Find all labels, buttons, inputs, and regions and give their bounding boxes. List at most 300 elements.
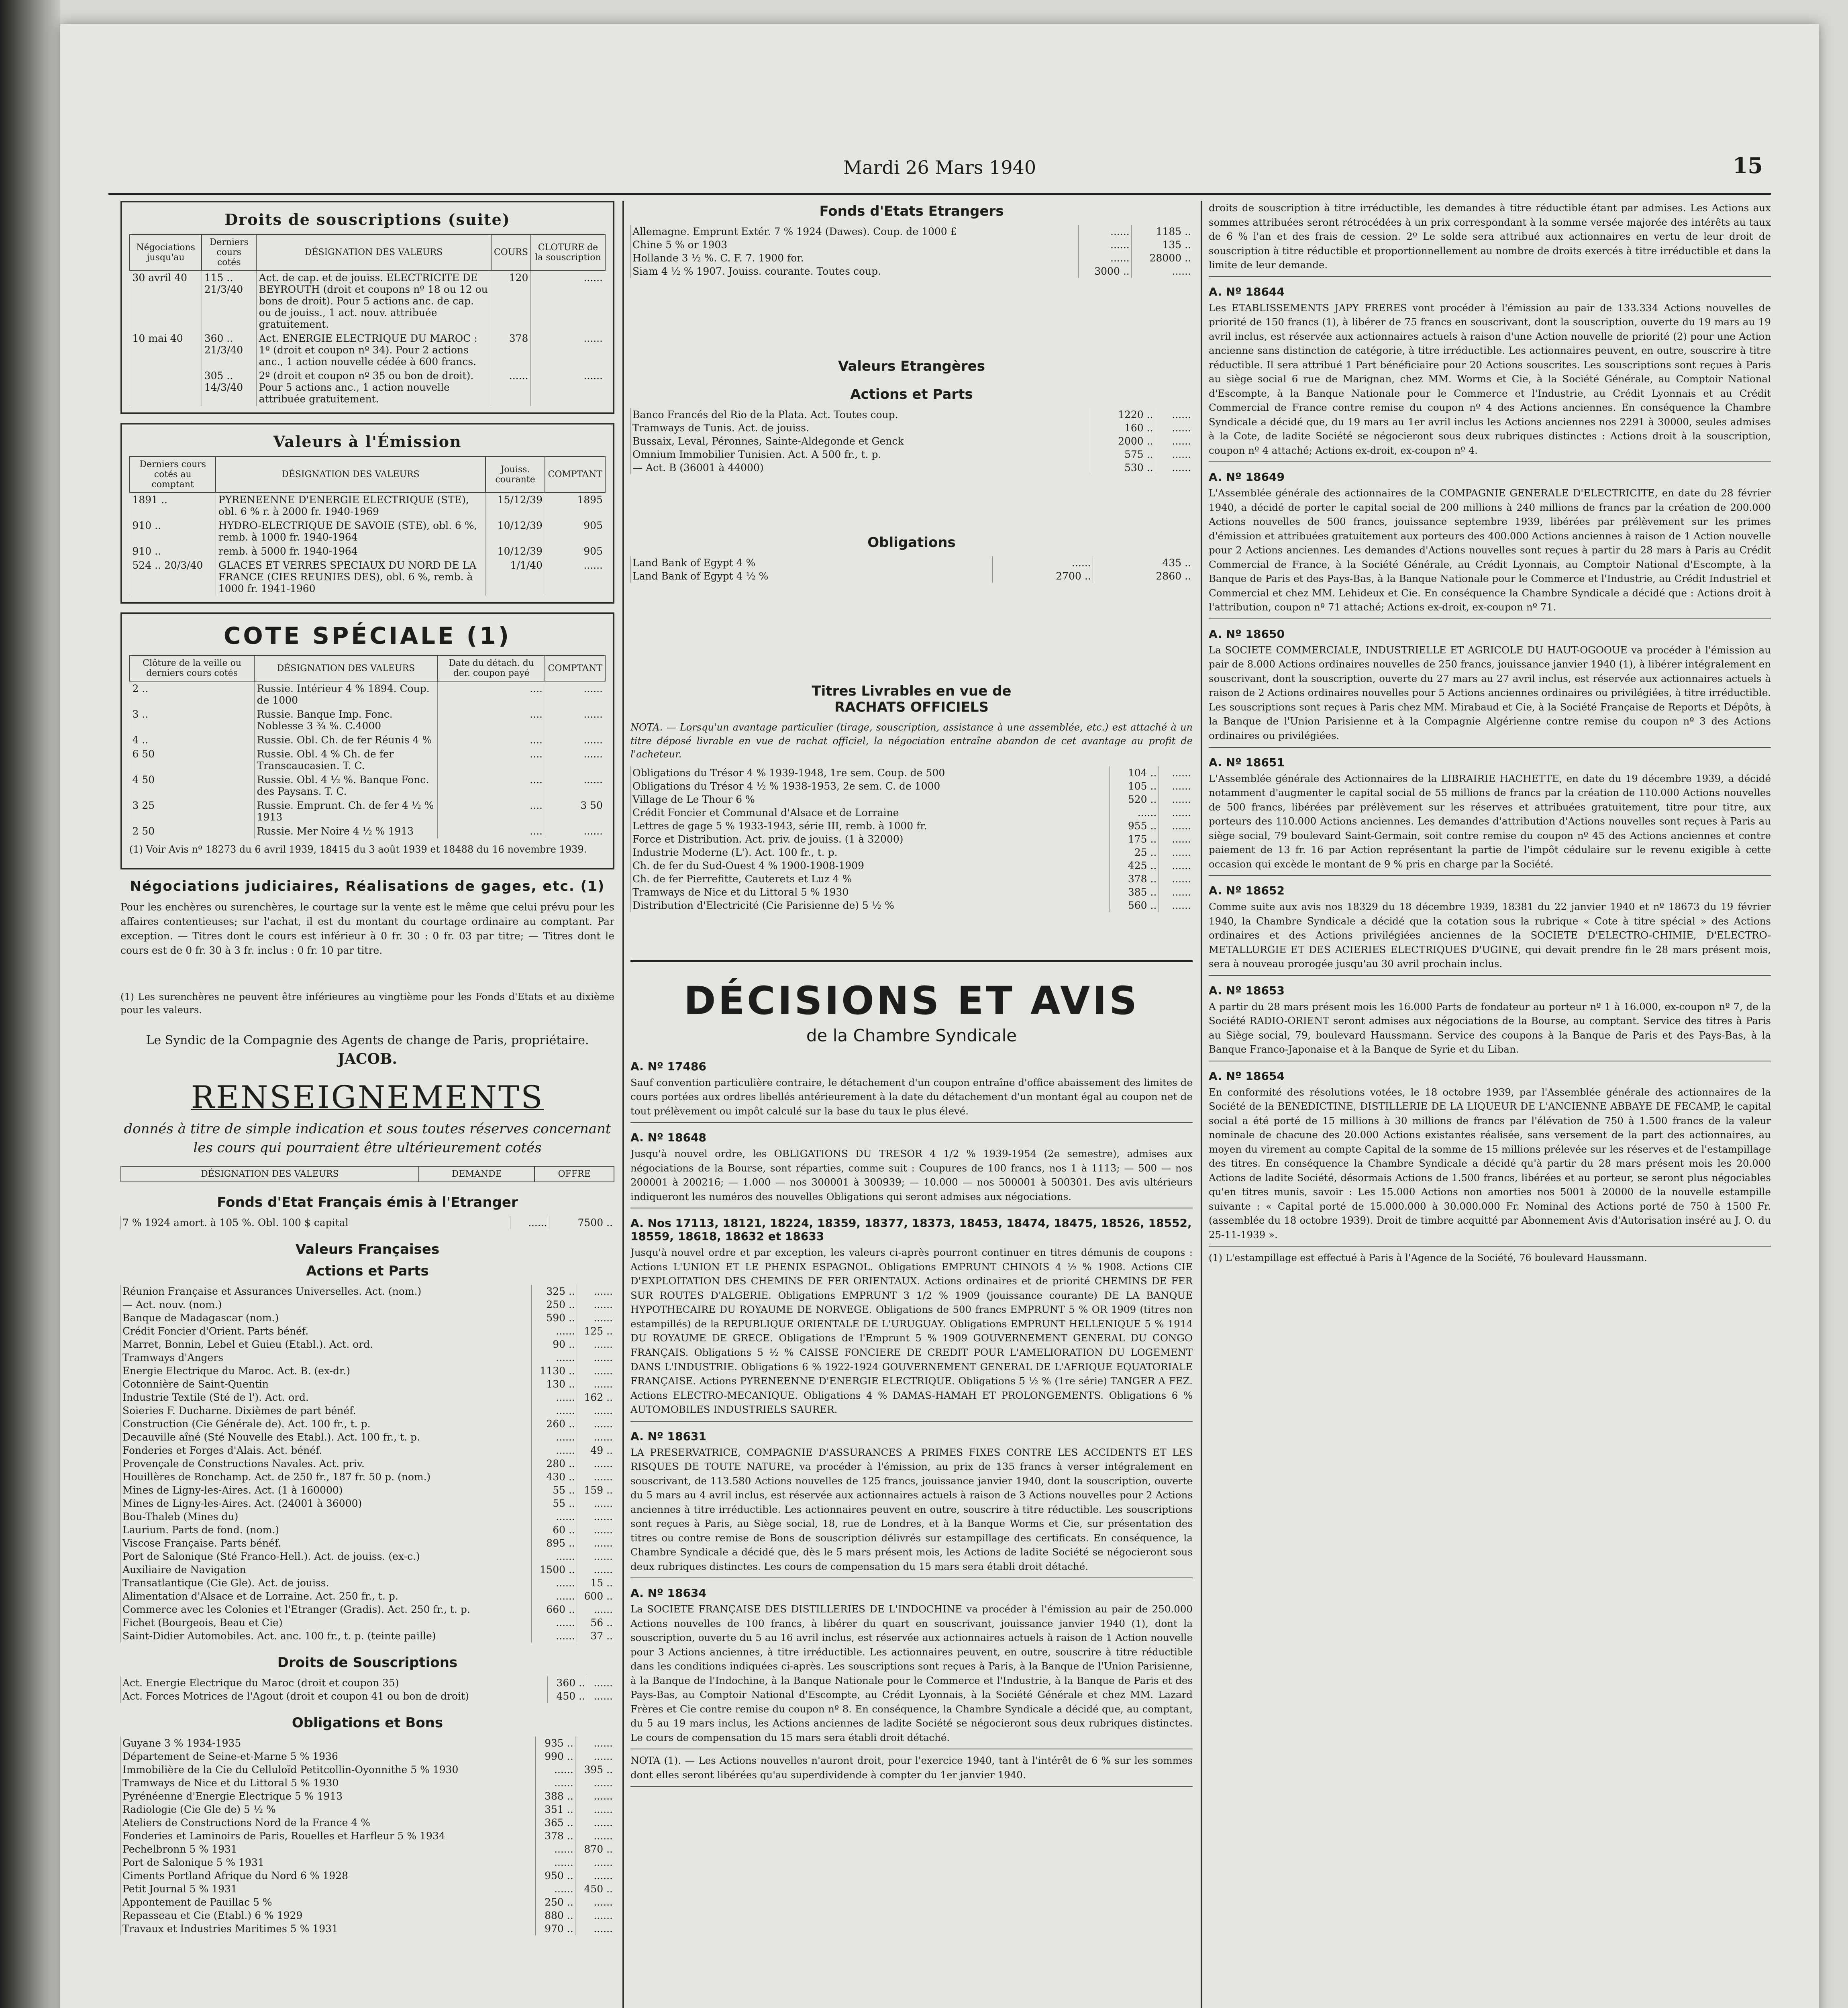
rachats-cell: 378 .. xyxy=(1110,872,1159,886)
fonds-etrangers-table xyxy=(630,225,1193,278)
rachats-cell: ...... xyxy=(1159,766,1193,780)
actions-parts-row xyxy=(121,1484,615,1497)
cote-row xyxy=(130,824,605,838)
obligations-bons-cell: ...... xyxy=(536,1882,575,1896)
emission-cell: 910 .. xyxy=(130,544,216,558)
cote-cell: Russie. Obl. 4 ½ %. Banque Fonc. des Paysans. T. C. xyxy=(254,773,438,798)
obligations-bons-cell: ...... xyxy=(536,1856,575,1869)
syndic-line: Le Syndic de la Compagnie des Agents de change de Paris, propriétaire. xyxy=(146,1033,589,1047)
actions-parts-cell: ...... xyxy=(577,1523,614,1537)
rachats-cell: Distribution d'Electricité (Cie Parisienne de) 5 ½ % xyxy=(631,899,1110,912)
droits-cell: 120 xyxy=(491,270,531,331)
actions-parts-cell: Auxiliaire de Navigation xyxy=(121,1563,532,1576)
obligations-bons-cell: Repasseau et Cie (Etabl.) 6 % 1929 xyxy=(121,1909,536,1922)
actions-parts-cell: ...... xyxy=(577,1417,614,1430)
rachats-cell: Industrie Moderne (L'). Act. 100 fr., t. p. xyxy=(631,846,1110,859)
droits-row xyxy=(130,331,605,369)
actions-parts-cell: Mines de Ligny-les-Aires. Act. (1 à 160000) xyxy=(121,1484,532,1497)
droits-row xyxy=(130,270,605,331)
droits-header-1: Derniers cours cotés xyxy=(202,235,256,270)
middle-notice-text: Sauf convention particulière contraire, le détachement d'un coupon entraîne d'office abaissement des limites de cours portées aux ordres libellés antérieurement à la date du détachement d'un montant égal au coupon net de tout prélèvement ou impôt calculé sur la base du taux le plus élevé. xyxy=(630,1075,1193,1123)
right-notice-id: A. Nº 18644 xyxy=(1209,285,1285,298)
rachats-row xyxy=(631,793,1193,806)
middle-notice-text: Jusqu'à nouvel ordre et par exception, les valeurs ci-après pourront continuer en titres démunis de coupons : Actions L'UNION ET LE PHENIX ESPAGNOL. Obligations EMPRUNT CHINOIS 4 ½ % 1908. Actions CIE D'EXPLOITATION DES CHEMINS DE FER ORIENTAUX. Actions ordinaires et de priorité CHEMINS DE FER SUR ROUTES D'ALGERIE. Obligations EMPRUNT 3 1/2 % 1909 (jouissance courante) DE LA BANQUE HYPOTHECAIRE DU ROYAUME DE NORVEGE. Obligations de 500 francs EMPRUNT 5 % OR 1909 (titres non estampillés) de la REPUBLIQUE ORIENTALE DE L'URUGUAY. Obligations EMPRUNT HELLENIQUE 5 % 1914 DU ROYAUME DE GRECE. Obligations de l'Emprunt 5 % 1909 GOUVERNEMENT GENERAL DU CONGO FRANÇAIS. Obligations 5 ½ % CAISSE FONCIERE DE CREDIT POUR L'AMELIORATION DU LOGEMENT DANS L'INDUSTRIE. Obligations 6 % 1922-1924 GOUVERNEMENT GENERAL DE L'AFRIQUE EQUATORIALE FRANÇAISE. Actions PYRENEENNE D'ENERGIE ELECTRIQUE. Obligations 5 ½ % (1re série) TANGER A FEZ. Actions ELECTRO-MECANIQUE. Obligations 4 % DAMAS-HAMAH ET PROLONGEMENTS. Obligations 6 % AUTOMOBILES INDUSTRIELS SAURER. xyxy=(630,1245,1193,1421)
fonds-etrangers-row xyxy=(631,265,1193,278)
obligations-bons-cell: ...... xyxy=(575,1776,614,1790)
valeurs-etrangeres-cell: 1220 .. xyxy=(1090,408,1155,421)
obligations-cell: 2700 .. xyxy=(992,569,1093,583)
actions-parts-cell: Fichet (Bourgeois, Beau et Cie) xyxy=(121,1616,532,1629)
actions-parts-cell: Bou-Thaleb (Mines du) xyxy=(121,1510,532,1523)
decisions-title: DÉCISIONS ET AVIS xyxy=(683,978,1140,1023)
rachats-cell: ...... xyxy=(1159,806,1193,819)
right-notice-id: A. Nº 18653 xyxy=(1209,984,1285,997)
obligations-bons-cell: 880 .. xyxy=(536,1909,575,1922)
valeurs-etrangeres-title: Valeurs Etrangères xyxy=(838,358,985,374)
droits-souscriptions-table xyxy=(120,1676,614,1703)
rachats-cell: ...... xyxy=(1159,872,1193,886)
valeurs-etrangeres-cell: — Act. B (36001 à 44000) xyxy=(631,461,1090,474)
actions-parts-row xyxy=(121,1457,615,1470)
droits-souscriptions-title: Droits de Souscriptions xyxy=(277,1654,458,1671)
right-notice-text: A partir du 28 mars présent mois les 16.000 Parts de fondateur au porteur nº 1 à 16.000, ex-coupon nº 7, de la Société RADIO-ORIENT seront admises aux négociations de la Bourse, au comptant. Service des titres à Paris au Siège social, 79, boulevard Haussmann. Service des coupons à la Banque de Paris et des Pays-Bas, à la Banque Franco-Japonaise et à la Banque de Syrie et du Liban. xyxy=(1209,1000,1771,1061)
actions-parts-cell: 37 .. xyxy=(577,1629,614,1643)
renseignements-header xyxy=(120,1166,614,1182)
droits-souscr-cell: 360 .. xyxy=(547,1676,587,1690)
cote-cell: ...... xyxy=(545,733,605,747)
rachats-cell: Ch. de fer du Sud-Ouest 4 % 1900-1908-1909 xyxy=(631,859,1110,872)
actions-parts-cell: Saint-Didier Automobiles. Act. anc. 100 fr., t. p. (teinte paille) xyxy=(121,1629,532,1643)
obligations-bons-cell: 935 .. xyxy=(536,1737,575,1750)
obligations-cell: ...... xyxy=(992,556,1093,569)
obligations-bons-cell: ...... xyxy=(575,1803,614,1816)
actions-parts-row xyxy=(121,1351,615,1364)
actions-parts-cell: ...... xyxy=(577,1351,614,1364)
middle-notice-text: La SOCIETE FRANÇAISE DES DISTILLERIES DE L'INDOCHINE va procéder à l'émission au pair de 250.000 Actions nouvelles de 100 francs, à libérer du quart en souscrivant, jouissance janvier 1940 (1), dont la souscription, ouverte du 5 au 16 avril inclus, est réservée aux actionnaires actuels à raison de 1 Action nouvelle pour 3 Actions anciennes, à titre irréductible. Les actionnaires peuvent, en outre, souscrire à titre réductible dans les conditions indiquées ci-après. Les souscriptions sont reçues à Paris, à la Banque de l'Union Parisienne, à la Banque de l'Indochine, à la Banque Nationale pour le Commerce et l'Industrie, à la Banque de Paris et des Pays-Bas, au Comptoir National d'Escompte, au Crédit Lyonnais, à la Société Générale et chez MM. Lazard Frères et Cie contre remise du coupon nº 8. En conséquence, la Chambre Syndicale a décidé que, au comptant, du 5 au 19 mars inclus, les Actions anciennes de ladite Société se négocieront sous deux rubriques distinctes. Le cours de compensation du 15 mars sera établi droit détaché. xyxy=(630,1602,1193,1749)
rachats-row xyxy=(631,846,1193,859)
middle-notice-text: Jusqu'à nouvel ordre, les OBLIGATIONS DU TRESOR 4 1/2 % 1939-1954 (2e semestre), admises aux négociations de la Bourse, sont réparties, comme suit : Coupures de 100 francs, nos 1 à 1113; — 500 — nos 200001 à 200216; — 1.000 — nos 300001 à 300939; — 10.000 — nos 500001 à 500301. Des avis ultérieurs indiqueront les numéros des nouvelles Obligations qui seront admises aux négociations. xyxy=(630,1147,1193,1208)
obligations-bons-cell: Travaux et Industries Maritimes 5 % 1931 xyxy=(121,1922,536,1935)
actions-parts-row xyxy=(121,1430,615,1444)
decisions-subtitle: de la Chambre Syndicale xyxy=(806,1025,1017,1045)
valeurs-etrangeres-cell: Omnium Immobilier Tunisien. Act. A 500 fr., t. p. xyxy=(631,448,1090,461)
emission-cell: 10/12/39 xyxy=(485,544,545,558)
valeurs-etrangeres-cell: 2000 .. xyxy=(1090,435,1155,448)
droits-cell: 360 .. 21/3/40 xyxy=(202,331,256,369)
droits-cell: 30 avril 40 xyxy=(130,270,202,331)
right-column xyxy=(1209,201,1771,2008)
cote-header-0: Clôture de la veille ou derniers cours cotés xyxy=(130,655,254,681)
emission-cell: HYDRO-ELECTRIQUE DE SAVOIE (STE), obl. 6 %, remb. à 1000 fr. 1940-1964 xyxy=(216,518,485,544)
droits-souscr-cell: 450 .. xyxy=(547,1690,587,1703)
valeurs-etrangeres-row xyxy=(631,448,1193,461)
cote-cell: 3 50 xyxy=(545,798,605,824)
cote-cell: ...... xyxy=(545,773,605,798)
emission-cell: ...... xyxy=(545,558,605,596)
obligations-bons-cell: Petit Journal 5 % 1931 xyxy=(121,1882,536,1896)
actions-parts-cell: ...... xyxy=(577,1537,614,1550)
rachats-cell: 560 .. xyxy=(1110,899,1159,912)
left-column xyxy=(120,201,614,2008)
obligations-cell: 2860 .. xyxy=(1093,569,1193,583)
actions-parts-cell: ...... xyxy=(577,1377,614,1391)
nota-text: NOTA (1). — Les Actions nouvelles n'auront droit, pour l'exercice 1940, tant à l'intérêt de 6 % sur les sommes dont elles seront libérées qu'au superdividende à compter du 1er janvier 1940. xyxy=(630,1753,1193,1787)
emission-box xyxy=(120,423,614,604)
obligations-bons-row xyxy=(121,1896,615,1909)
obligations-bons-cell: 450 .. xyxy=(575,1882,614,1896)
cote-cell: .... xyxy=(438,747,545,773)
right-notices xyxy=(1209,285,1771,1247)
obligations-bons-cell: Ateliers de Constructions Nord de la France 4 % xyxy=(121,1816,536,1829)
cote-cell: Russie. Obl. 4 % Ch. de fer Transcaucasien. T. C. xyxy=(254,747,438,773)
actions-parts-cell: 49 .. xyxy=(577,1444,614,1457)
renseignements-title: RENSEIGNEMENTS xyxy=(191,1079,544,1116)
right-final-note: (1) L'estampillage est effectué à Paris à l'Agence de la Société, 76 boulevard Haussmann. xyxy=(1209,1252,1647,1264)
fonds-cell: ...... xyxy=(510,1216,549,1229)
obligations-bons-cell: Appontement de Pauillac 5 % xyxy=(121,1896,536,1909)
valeurs-etrangeres-row xyxy=(631,408,1193,421)
actions-parts-cell: ...... xyxy=(532,1391,577,1404)
obligations-bons-row xyxy=(121,1856,615,1869)
rachats-cell: Tramways de Nice et du Littoral 5 % 1930 xyxy=(631,886,1110,899)
actions-parts-cell: — Act. nouv. (nom.) xyxy=(121,1298,532,1311)
valeurs-etrangeres-row xyxy=(631,461,1193,474)
cote-cell: ...... xyxy=(545,681,605,707)
actions-parts-row xyxy=(121,1576,615,1590)
emission-cell: 905 xyxy=(545,518,605,544)
emission-cell: PYRENEENNE D'ENERGIE ELECTRIQUE (STE), obl. 6 % r. à 2000 fr. 1940-1969 xyxy=(216,492,485,518)
rachats-cell: Obligations du Trésor 4 % 1939-1948, 1re sem. Coup. de 500 xyxy=(631,766,1110,780)
actions-parts-cell: Energie Electrique du Maroc. Act. B. (ex-dr.) xyxy=(121,1364,532,1377)
cote-row xyxy=(130,707,605,733)
rachats-cell: ...... xyxy=(1159,886,1193,899)
obligations-bons-row xyxy=(121,1763,615,1776)
actions-parts-cell: ...... xyxy=(532,1629,577,1643)
emission-cell: 524 .. 20/3/40 xyxy=(130,558,216,596)
rachats-row xyxy=(631,806,1193,819)
actions-parts-cell: 162 .. xyxy=(577,1391,614,1404)
cote-cell: 4 .. xyxy=(130,733,254,747)
emission-header-0: Derniers cours cotés au comptant xyxy=(130,457,216,492)
fonds-row xyxy=(121,1216,615,1229)
cote-row xyxy=(130,747,605,773)
cote-header-1: DÉSIGNATION DES VALEURS xyxy=(254,655,438,681)
fonds-cell: 7500 .. xyxy=(549,1216,614,1229)
valeurs-francaises-title: Valeurs Françaises xyxy=(295,1241,440,1257)
emission-table xyxy=(129,456,606,596)
droits-header-3: COURS xyxy=(491,235,531,270)
fonds-etat-title: Fonds d'Etat Français émis à l'Etranger xyxy=(217,1194,518,1210)
cote-header-3: COMPTANT xyxy=(545,655,605,681)
actions-parts-cell: Banque de Madagascar (nom.) xyxy=(121,1311,532,1324)
valeurs-etrangeres-table xyxy=(630,408,1193,474)
obligations-bons-row xyxy=(121,1869,615,1882)
cote-cell: ...... xyxy=(545,707,605,733)
obligations-bons-cell: 395 .. xyxy=(575,1763,614,1776)
right-notice-text: L'Assemblée générale des Actionnaires de la LIBRAIRIE HACHETTE, en date du 19 décembre 1939, a décidé notamment d'augmenter le capital social de 55 millions de francs par la création de 110.000 Actions nouvelles de 500 francs, libérées par prélèvement sur les réserves et attribuées gratuitement, titre pour titre, aux porteurs des 110.000 Actions anciennes. Les demandes d'attribution d'Actions nouvelles sont reçues à Paris au siège social, 79 boulevard Saint-Germain, soit contre remise du coupon nº 45 des Actions anciennes et contre paiement de 13 fr. 16 par Action représentant la partie de l'impôt cédulaire sur le revenu exigible à cette occasion qui excède le montant de 9 % pris en charge par la Société. xyxy=(1209,771,1771,876)
obligations-bons-cell: 388 .. xyxy=(536,1790,575,1803)
right-notice-id: A. Nº 18651 xyxy=(1209,755,1285,769)
right-notice-id: A. Nº 18654 xyxy=(1209,1069,1285,1083)
actions-parts-row xyxy=(121,1324,615,1338)
negociations-note: (1) Les surenchères ne peuvent être inférieures au vingtième pour les Fonds d'Etats et au dixième pour les valeurs. xyxy=(120,991,614,1016)
right-notice-text: Les ETABLISSEMENTS JAPY FRERES vont procéder à l'émission au pair de 133.334 Actions nouvelles de priorité de 150 francs (1), à libérer de 75 francs en souscrivant, dont la souscription, ouverte du 19 mars au 19 avril inclus, est réservée aux actionnaires actuels à raison d'une Action nouvelle de priorité (2) pour une Action ancienne sans distinction de catégorie, à titre irréductible. Les actionnaires peuvent, en outre, souscrire à titre réductible. Il sera attribué 1 Part bénéficiaire pour 20 Actions souscrites. Les souscriptions sont reçues à Paris au siège social 6 rue de Marignan, chez MM. Worms et Cie, à la Société Générale, au Comptoir National d'Escompte, à la Banque Nationale pour le Commerce et l'Industrie, au Crédit Lyonnais et au Crédit Commercial de France contre remise du coupon nº 4 des Actions anciennes. En conséquence la Chambre Syndicale a décidé que, du 19 mars au 1er avril inclus les Actions anciennes nos 2291 à 30000, seules admises à la Cote, de ladite Société se négocieront sous deux rubriques distinctes : Actions droit à la souscription, coupon nº 4 attaché; Actions ex-droit, ex-coupon nº 4. xyxy=(1209,301,1771,463)
cote-cell: .... xyxy=(438,773,545,798)
actions-parts-row xyxy=(121,1497,615,1510)
actions-parts-cell: ...... xyxy=(532,1351,577,1364)
actions-parts-row xyxy=(121,1391,615,1404)
rachats-cell: 104 .. xyxy=(1110,766,1159,780)
cote-cell: Russie. Banque Imp. Fonc. Noblesse 3 ¾ %. C.4000 xyxy=(254,707,438,733)
cote-cell: Russie. Intérieur 4 % 1894. Coup. de 1000 xyxy=(254,681,438,707)
obligations-cell: Land Bank of Egypt 4 % xyxy=(631,556,993,569)
valeurs-etrangeres-cell: ...... xyxy=(1155,421,1193,435)
cote-cell: Russie. Mer Noire 4 ½ % 1913 xyxy=(254,824,438,838)
emission-cell: 1895 xyxy=(545,492,605,518)
actions-parts-row xyxy=(121,1629,615,1643)
actions-parts-cell: ...... xyxy=(532,1616,577,1629)
actions-parts-cell: Industrie Textile (Sté de l'). Act. ord. xyxy=(121,1391,532,1404)
obligations-bons-row xyxy=(121,1829,615,1843)
emission-cell: 1/1/40 xyxy=(485,558,545,596)
actions-parts-cell: Houillères de Ronchamp. Act. de 250 fr., 187 fr. 50 p. (nom.) xyxy=(121,1470,532,1484)
cote-cell: 3 25 xyxy=(130,798,254,824)
rachats-cell: ...... xyxy=(1159,899,1193,912)
obligations-bons-cell: 378 .. xyxy=(536,1829,575,1843)
droits-header-0: Négociations jusqu'au xyxy=(130,235,202,270)
cote-cell: .... xyxy=(438,733,545,747)
actions-parts-cell: ...... xyxy=(532,1510,577,1523)
cote-header-2: Date du détach. du der. coupon payé xyxy=(438,655,545,681)
droits-cell xyxy=(130,369,202,406)
cote-cell: ...... xyxy=(545,824,605,838)
fonds-table xyxy=(120,1216,614,1229)
droits-cell: 115 .. 21/3/40 xyxy=(202,270,256,331)
emission-header-1: DÉSIGNATION DES VALEURS xyxy=(216,457,485,492)
actions-parts-cell: 130 .. xyxy=(532,1377,577,1391)
droits-souscr-cell: Act. Energie Electrique du Maroc (droit et coupon 35) xyxy=(121,1676,548,1690)
actions-parts-cell: Transatlantique (Cie Gle). Act. de jouiss. xyxy=(121,1576,532,1590)
rachats-cell: ...... xyxy=(1159,833,1193,846)
cote-row xyxy=(130,681,605,707)
obligations-bons-cell: ...... xyxy=(575,1816,614,1829)
obligations-bons-row xyxy=(121,1790,615,1803)
emission-cell: 10/12/39 xyxy=(485,518,545,544)
actions-parts-row xyxy=(121,1338,615,1351)
actions-parts-cell: Mines de Ligny-les-Aires. Act. (24001 à 36000) xyxy=(121,1497,532,1510)
obligations-bons-cell: ...... xyxy=(536,1763,575,1776)
cote-cell: .... xyxy=(438,798,545,824)
droits-souscriptions-box xyxy=(120,201,614,414)
actions-parts-row xyxy=(121,1603,615,1616)
fonds-etrangers-cell: Hollande 3 ½ %. C. F. 7. 1900 for. xyxy=(631,251,1079,265)
page-date: Mardi 26 Mars 1940 xyxy=(843,157,1036,178)
emission-header-3: COMPTANT xyxy=(545,457,605,492)
valeurs-etrangeres-row xyxy=(631,421,1193,435)
rachats-cell: ...... xyxy=(1159,859,1193,872)
actions-parts-cell: ...... xyxy=(532,1576,577,1590)
actions-parts-cell: Tramways d'Angers xyxy=(121,1351,532,1364)
cote-speciale-box xyxy=(120,612,614,869)
rachats-row xyxy=(631,899,1193,912)
actions-parts-cell: 159 .. xyxy=(577,1484,614,1497)
obligations-cell: Land Bank of Egypt 4 ½ % xyxy=(631,569,993,583)
valeurs-etrangeres-cell: 575 .. xyxy=(1090,448,1155,461)
middle-notices xyxy=(630,1060,1193,1750)
actions-parts-cell: Marret, Bonnin, Lebel et Guieu (Etabl.). Act. ord. xyxy=(121,1338,532,1351)
cote-table xyxy=(129,655,606,838)
cote-cell: .... xyxy=(438,707,545,733)
valeurs-etrangeres-cell: ...... xyxy=(1155,408,1193,421)
syndic-name: JACOB. xyxy=(338,1050,397,1067)
obligations-bons-cell: 250 .. xyxy=(536,1896,575,1909)
droits-cell: 2º (droit et coupon nº 35 ou bon de droit). Pour 5 actions anc., 1 action nouvelle attribuée gratuitement. xyxy=(256,369,491,406)
cote-title: COTE SPÉCIALE (1) xyxy=(223,622,512,649)
obligations-row xyxy=(631,556,1193,569)
emission-row xyxy=(130,492,605,518)
emission-cell: GLACES ET VERRES SPECIAUX DU NORD DE LA FRANCE (CIES REUNIES DES), obl. 6 %, remb. à 1000 fr. 1941-1960 xyxy=(216,558,485,596)
obligations-bons-row xyxy=(121,1776,615,1790)
obligations-bons-cell: Ciments Portland Afrique du Nord 6 % 1928 xyxy=(121,1869,536,1882)
obligations-bons-cell: 950 .. xyxy=(536,1869,575,1882)
rachats-cell: ...... xyxy=(1159,846,1193,859)
actions-parts-cell: 15 .. xyxy=(577,1576,614,1590)
droits-cell: Act. ENERGIE ELECTRIQUE DU MAROC : 1º (droit et coupon nº 34). Pour 2 actions anc., 1 action nouvelle cédée à 600 francs. xyxy=(256,331,491,369)
obligations-bons-cell: ...... xyxy=(575,1896,614,1909)
rachats-cell: 385 .. xyxy=(1110,886,1159,899)
right-notice-text: Comme suite aux avis nos 18329 du 18 décembre 1939, 18381 du 22 janvier 1940 et nº 18673 du 19 février 1940, la Chambre Syndicale a décidé que la cotation sous la rubrique « Cote à titre spécial » des Actions ordinaires et des Actions privilégiées anciennes de la SOCIETE D'ELECTRO-CHIMIE, D'ELECTRO-METALLURGIE ET DES ACIERIES ELECTRIQUES D'UGINE, qui devait prendre fin le 28 mars présent mois, sera à nouveau prorogée jusqu'au 30 avril prochain inclus. xyxy=(1209,900,1771,976)
actions-parts-cell: 125 .. xyxy=(577,1324,614,1338)
obligations-bons-cell: 870 .. xyxy=(575,1843,614,1856)
actions-parts-cell: Port de Salonique (Sté Franco-Hell.). Act. de jouiss. (ex-c.) xyxy=(121,1550,532,1563)
middle-notice-id: A. Nº 18631 xyxy=(630,1429,706,1443)
actions-parts-cell: 660 .. xyxy=(532,1603,577,1616)
column-rule-1 xyxy=(622,201,624,2008)
actions-parts-cell: 90 .. xyxy=(532,1338,577,1351)
actions-parts-cell: 55 .. xyxy=(532,1497,577,1510)
actions-parts-row xyxy=(121,1311,615,1324)
actions-parts-cell: Fonderies et Forges d'Alais. Act. bénéf. xyxy=(121,1444,532,1457)
actions-parts-cell: ...... xyxy=(577,1338,614,1351)
actions-parts-cell: Commerce avec les Colonies et l'Etranger (Gradis). Act. 250 fr., t. p. xyxy=(121,1603,532,1616)
actions-parts-row xyxy=(121,1404,615,1417)
actions-parts-cell: 1500 .. xyxy=(532,1563,577,1576)
obligations-bons-cell: ...... xyxy=(575,1922,614,1935)
actions-parts-cell: Alimentation d'Alsace et de Lorraine. Act. 250 fr., t. p. xyxy=(121,1590,532,1603)
fonds-etrangers-row xyxy=(631,251,1193,265)
droits-cell: ...... xyxy=(531,331,605,369)
actions-parts-cell: Construction (Cie Générale de). Act. 100 fr., t. p. xyxy=(121,1417,532,1430)
actions-parts-cell: 430 .. xyxy=(532,1470,577,1484)
rachats-cell: Lettres de gage 5 % 1933-1943, série III, remb. à 1000 fr. xyxy=(631,819,1110,833)
emission-cell: 15/12/39 xyxy=(485,492,545,518)
droits-souscr-row xyxy=(121,1676,615,1690)
actions-parts-cell: ...... xyxy=(532,1324,577,1338)
header-rule xyxy=(108,193,1771,195)
emission-cell: 1891 .. xyxy=(130,492,216,518)
rachats-cell: ...... xyxy=(1159,819,1193,833)
actions-parts-cell: ...... xyxy=(577,1563,614,1576)
cote-cell: .... xyxy=(438,681,545,707)
obligations-bons-cell: ...... xyxy=(536,1843,575,1856)
fonds-etrangers-cell: ...... xyxy=(1079,251,1132,265)
obligations-bons-cell: Pyrénéenne d'Energie Electrique 5 % 1913 xyxy=(121,1790,536,1803)
middle-notice-id: A. Nº 18648 xyxy=(630,1131,706,1145)
valeurs-etrangeres-cell: ...... xyxy=(1155,435,1193,448)
obligations-bons-cell: Immobilière de la Cie du Celluloïd Petitcollin-Oyonnithe 5 % 1930 xyxy=(121,1763,536,1776)
cote-cell: 2 .. xyxy=(130,681,254,707)
rachats-cell: Village de Le Thour 6 % xyxy=(631,793,1110,806)
cote-row xyxy=(130,798,605,824)
emission-row xyxy=(130,544,605,558)
actions-parts-cell: ...... xyxy=(577,1285,614,1298)
newspaper-page xyxy=(60,24,1819,2008)
page-number: 15 xyxy=(1732,153,1763,178)
obligations-cell: 435 .. xyxy=(1093,556,1193,569)
emission-row xyxy=(130,518,605,544)
middle-notice-text: LA PRESERVATRICE, COMPAGNIE D'ASSURANCES A PRIMES FIXES CONTRE LES ACCIDENTS ET LES RISQUES DE TOUTE NATURE, va procéder à l'émission, au prix de 135 francs à verser intégralement en souscrivant, de 113.580 Actions nouvelles de 125 francs, jouissance janvier 1940, dont la souscription, ouverte du 5 mars au 4 avril inclus, est réservée aux actionnaires actuels à raison de 3 Actions nouvelles pour 2 Actions anciennes à titre irréductible. Les actionnaires peuvent en outre, souscrire à titre réductible. Les souscriptions sont reçues à Paris, au Siège social, 18, rue de Londres, et à la Banque Worms et Cie, sur présentation des titres ou contre remise de Bons de souscription délivrés sur estampillage des certificats. En conséquence, la Chambre Syndicale a décidé que, dès le 5 mars présent mois, les Actions de ladite Société se négocieront sous deux rubriques distinctes. Les cours de compensation du 15 mars sera établi droit détaché. xyxy=(630,1445,1193,1579)
obligations-title: Obligations xyxy=(867,535,956,551)
emission-cell: 905 xyxy=(545,544,605,558)
droits-cell: ...... xyxy=(531,369,605,406)
fonds-etrangers-title: Fonds d'Etats Etrangers xyxy=(819,203,1004,219)
obligations-bons-cell: Fonderies et Laminoirs de Paris, Rouelles et Harfleur 5 % 1934 xyxy=(121,1829,536,1843)
valeurs-etrangeres-cell: 160 .. xyxy=(1090,421,1155,435)
obligations-bons-cell: Port de Salonique 5 % 1931 xyxy=(121,1856,536,1869)
renseignements-header-1: DEMANDE xyxy=(419,1166,535,1182)
actions-parts-cell: Decauville aîné (Sté Nouvelle des Etabl.). Act. 100 fr., t. p. xyxy=(121,1430,532,1444)
rachats-note: NOTA. — Lorsqu'un avantage particulier (tirage, souscription, assistance à une assemblée, etc.) est attaché à un titre déposé livrable en vue de rachat officiel, la négociation entraîne abandon de cet avantage au profit de l'acheteur. xyxy=(630,722,1193,760)
right-notice-text: En conformité des résolutions votées, le 18 octobre 1939, par l'Assemblée générale des actionnaires de la Société de la BENEDICTINE, DISTILLERIE DE LA LIQUEUR DE L'ANCIENNE ABBAYE DE FECAMP, le capital social a été porté de 15 millions à 30 millions de francs par l'élévation de 750 à 1.500 francs de la valeur nominale de chacune des 20.000 Actions existantes réalisée, sans versement de la part des actionnaires, au moyen du virement au compte Capital de la somme de 15 millions prélevée sur les réserves et de l'estampillage des titres. En conséquence la Chambre Syndicale a décidé qu'à partir du 28 mars présent mois les 20.000 Actions de ladite Société, désormais Actions de 1.500 francs, libérées et au porteur, se seront plus négociables qu'en titres munis, savoir : Les 15.000 Actions non amorties nos 5001 à 20000 de la nouvelle estampille suivante : « Capital porté de 15.000.000 à 30.000.000 Fr. Nominal des Actions porté de 750 à 1500 Fr. (assemblée du 18 octobre 1939). Droit de timbre acquitté par Abonnement Avis d'Autorisation inséré au J. O. du 25-11-1939 ». xyxy=(1209,1085,1771,1247)
droits-title: Droits de souscriptions (suite) xyxy=(224,210,510,229)
column-rule-2 xyxy=(1201,201,1202,2008)
right-notice-text: La SOCIETE COMMERCIALE, INDUSTRIELLE ET AGRICOLE DU HAUT-OGOOUE va procéder à l'émission au pair de 8.000 Actions ordinaires nouvelles de 250 francs, jouissance janvier 1940 (1), à libérer intégralement en souscrivant, dont la souscription, ouverte du 27 mars au 27 avril inclus, est réservée aux actionnaires actuels à raison de 2 Actions ordinaires nouvelles pour 5 Actions anciennes ordinaires ou privilégiées, à titre irréductible. Les souscriptions sont reçues à Paris chez MM. Mirabaud et Cie, à la Société Française de Reports et Dépôts, à la Banque de l'Union Parisienne et à la Compagnie Algérienne contre remise du coupon nº 3 des Actions ordinaires ou privilégiées. xyxy=(1209,643,1771,748)
rachats-cell: Force et Distribution. Act. priv. de jouiss. (1 à 32000) xyxy=(631,833,1110,846)
droits-header-4: CLOTURE de la souscription xyxy=(531,235,605,270)
valeurs-etrangeres-cell: Banco Francés del Rio de la Plata. Act. Toutes coup. xyxy=(631,408,1090,421)
actions-parts-cell: ...... xyxy=(577,1298,614,1311)
obligations-bons-cell: 365 .. xyxy=(536,1816,575,1829)
droits-cell: ...... xyxy=(491,369,531,406)
rachats-cell: 175 .. xyxy=(1110,833,1159,846)
droits-souscr-cell: ...... xyxy=(587,1690,614,1703)
actions-parts-cell: 590 .. xyxy=(532,1311,577,1324)
obligations-bons-row xyxy=(121,1737,615,1750)
actions-parts-row xyxy=(121,1537,615,1550)
obligations-bons-cell: 990 .. xyxy=(536,1750,575,1763)
actions-parts-row xyxy=(121,1523,615,1537)
actions-parts-row xyxy=(121,1550,615,1563)
droits-row xyxy=(130,369,605,406)
cote-cell: 6 50 xyxy=(130,747,254,773)
cote-row xyxy=(130,733,605,747)
cote-cell: 3 .. xyxy=(130,707,254,733)
rachats-cell: 955 .. xyxy=(1110,819,1159,833)
actions-parts-cell: 56 .. xyxy=(577,1616,614,1629)
fonds-etrangers-cell: 3000 .. xyxy=(1079,265,1132,278)
emission-cell: remb. à 5000 fr. 1940-1964 xyxy=(216,544,485,558)
obligations-table xyxy=(630,556,1193,583)
emission-cell: 910 .. xyxy=(130,518,216,544)
obligations-bons-cell: 351 .. xyxy=(536,1803,575,1816)
rachats-cell: 25 .. xyxy=(1110,846,1159,859)
obligations-bons-cell: Département de Seine-et-Marne 5 % 1936 xyxy=(121,1750,536,1763)
right-notice-id: A. Nº 18650 xyxy=(1209,627,1285,641)
actions-parts-row xyxy=(121,1563,615,1576)
rachats-cell: ...... xyxy=(1110,806,1159,819)
right-intro: droits de souscription à titre irréductible, les demandes à titre réductible étant par admises. Les Actions aux sommes attribuées seront rétrocédées à un prix correspondant à la somme versée majorée des intérêts au taux de 6 % l'an et des frais de cession. 2º Le solde sera attribué aux actionnaires en vertu de leur droit de souscription à titre réductible et proportionnellement au nombre de droits exercés à titre irréductible et dans la limite de leur demande. xyxy=(1209,201,1771,277)
fonds-cell: 7 % 1924 amort. à 105 %. Obl. 100 $ capital xyxy=(121,1216,510,1229)
